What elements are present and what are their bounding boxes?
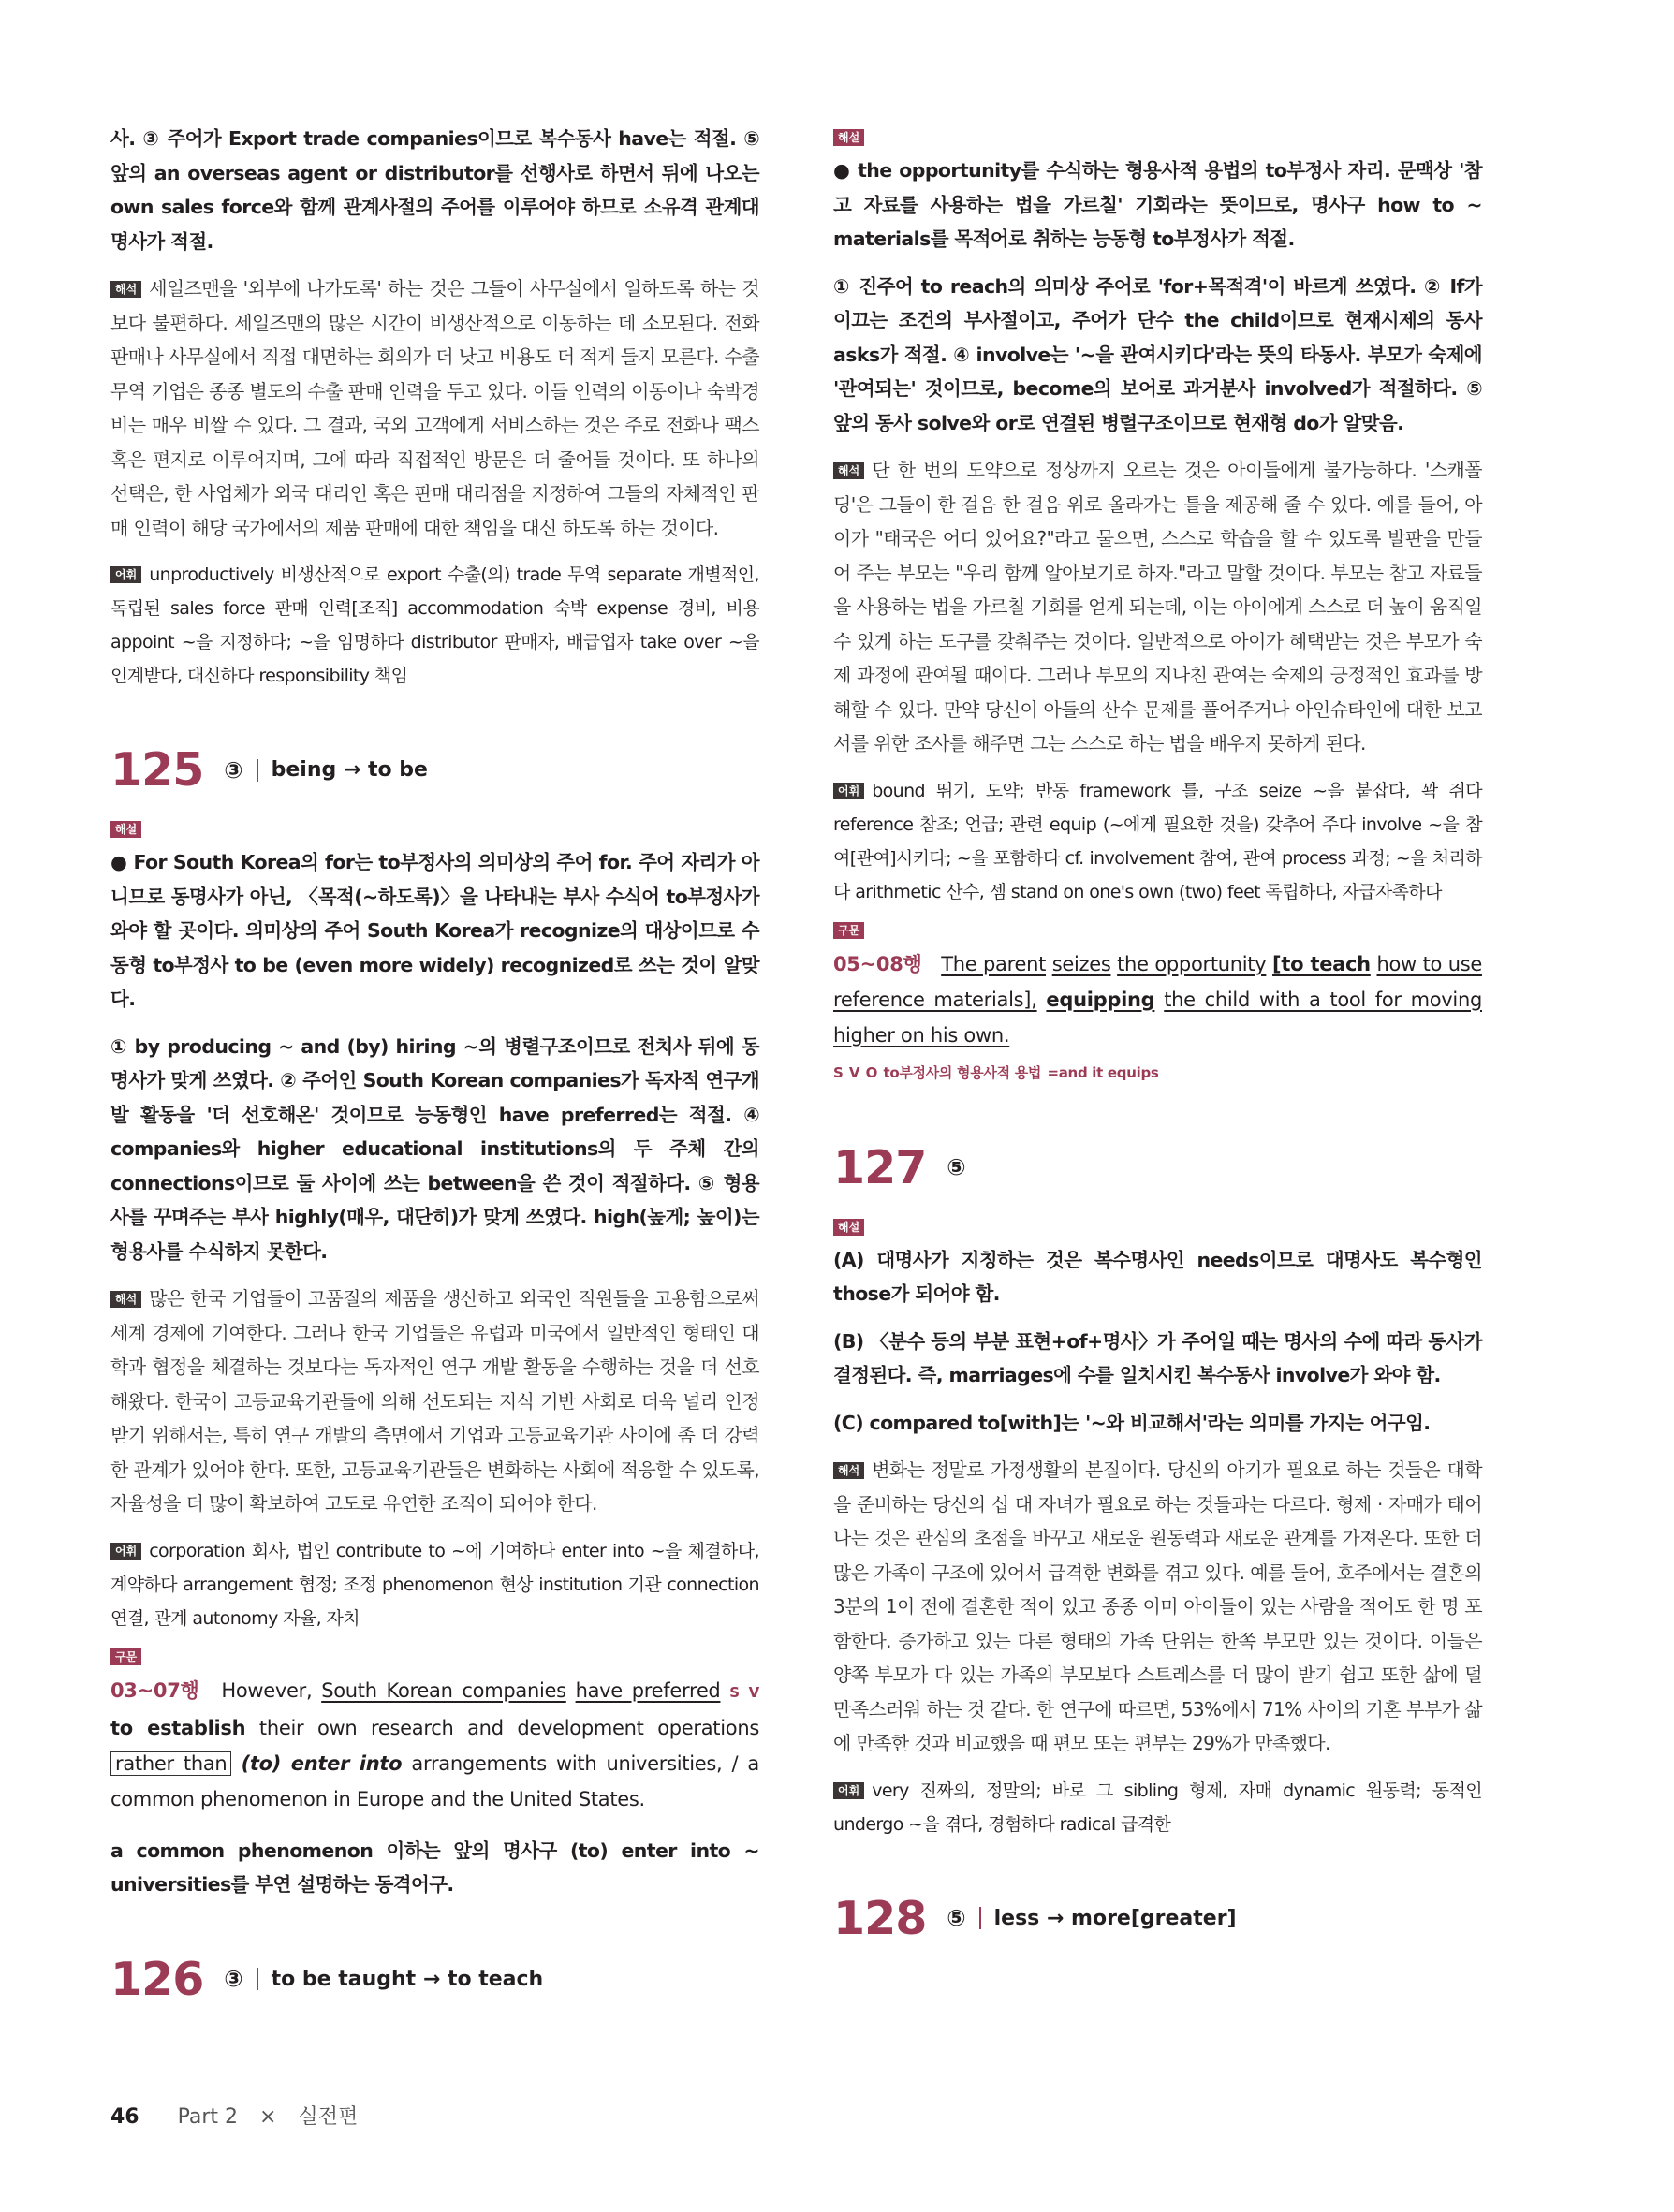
- vocabulary-tag: 어휘: [110, 1543, 141, 1560]
- q127-answer: ⑤: [947, 1154, 966, 1180]
- q126-explanation: ● the opportunity를 수식하는 형용사적 용법의 to부정사 자리. 문맥상 '참고 자료를 사용하는 법을 가르칠' 기회라는 뜻이므로, 명사구 how to ~ materials를 목적어로 취하는 능동형 to부정사가 적절.: [833, 159, 1482, 250]
- q127-explanation-b: (B) 〈분수 등의 부분 표현+of+명사〉가 주어일 때는 명사의 수에 따라 동사가 결정된다. 즉, marriages에 수를 일치시킨 복수동사 involve가 와야 함.: [833, 1329, 1482, 1386]
- q125-correction: being → to be: [271, 758, 428, 782]
- syntax-tag: 구문: [833, 922, 864, 939]
- q124-translation-text: 세일즈맨을 '외부에 나가도록' 하는 것은 그들이 사무실에서 일하도록 하는 것보다 불편하다. 세일즈맨의 많은 시간이 비생산적으로 이동하는 데 소모된다. 전화 판매나 사무실에서 직접 대면하는 회의가 더 낫고 비용도 더 적게 들지 모른다. 수출 무역 기업은 종종 별도의 수출 판매 인력을 두고 있다. 이들 인력의 이동이나 숙박경비는 매우 비쌀 수 있다. 그 결과, 국외 고객에게 서비스하는 것은 주로 전화나 팩스 혹은 편지로 이루어지며, 그에 따라 직접적인 방문은 더 줄어들 것이다. 또 하나의 선택은, 한 사업체가 외국 대리인 혹은 판매 대리점을 지정하여 그들의 자체적인 판매 인력이 해당 국가에서의 제품 판매에 대한 책임을 대신 하도록 하는 것이다.: [110, 277, 759, 539]
- object-mark: O: [865, 1063, 878, 1081]
- explanation-tag: 해설: [833, 1219, 864, 1236]
- verb-mark: V: [748, 1683, 759, 1701]
- explanation-tag: 해설: [110, 821, 141, 838]
- q126-separator: [257, 1968, 258, 1990]
- subject-mark: S: [729, 1683, 740, 1701]
- q126-explanation-options: ① 진주어 to reach의 의미상 주어로 'for+목적격'이 바르게 쓰였다. ② If가 이끄는 조건의 부사절이고, 주어가 단수 the child이므로 현재시제의 동사 asks가 적절. ④ involve는 '~을 관여시키다'라는 뜻의 타동사. 부모가 숙제에 '관여되는' 것이므로, become의 보어로 과거분사 involved가 적절하다. ⑤ 앞의 동사 solve와 or로 연결된 병렬구조이므로 현재형 do가 알맞음.: [833, 274, 1482, 434]
- q126-number: 126: [110, 1952, 204, 2006]
- infinitive-note: to부정사의 형용사적 용법: [883, 1063, 1042, 1081]
- translation-tag: 해석: [833, 462, 864, 479]
- footer-separator: ×: [259, 2105, 277, 2129]
- syntax-verb: seizes: [1051, 952, 1111, 975]
- q125-header: [110, 743, 759, 797]
- syntax-object: the opportunity: [1117, 952, 1267, 975]
- q124-translation: [110, 271, 759, 545]
- q127-header: [833, 1141, 1482, 1194]
- q126-syntax-line-ref: 05~08행: [833, 952, 922, 975]
- q125-answer: ③: [224, 756, 243, 784]
- vocabulary-tag: 어휘: [110, 566, 141, 583]
- q125-translation: [110, 1282, 759, 1521]
- translation-tag: 해석: [110, 1291, 141, 1308]
- q125-explanation-options: ① by producing ~ and (by) hiring ~의 병렬구조이므로 전치사 뒤에 동명사가 맞게 쓰였다. ② 주어인 South Korean companies가 독자적 연구개발 활동을 '더 선호해온' 것이므로 능동형인 have preferred는 적절. ④ companies와 higher educational institutions의 두 주체 간의 connections이므로 둘 사이에 쓰는 between을 쓴 것이 적절하다. ⑤ 형용사를 꾸며주는 부사 highly(매우, 대단히)가 맞게 쓰였다. high(높게; 높이)는 형용사를 수식하지 못한다.: [110, 1034, 759, 1263]
- subject-mark: S: [833, 1063, 844, 1081]
- q128-correction: less → more[greater]: [993, 1906, 1237, 1930]
- participle-note: =and it equips: [1047, 1063, 1159, 1081]
- q127-translation-text: 변화는 정말로 가정생활의 본질이다. 당신의 아기가 필요로 하는 것들은 대학을 준비하는 당신의 십 대 자녀가 필요로 하는 것들과는 다르다. 형제 · 자매가 태어나는 것은 관심의 초점을 바꾸고 새로운 원동력과 새로운 관계를 가져온다. 또한 더 많은 가족이 구조에 있어서 급격한 변화를 겪고 있다. 예를 들어, 호주에서는 결혼의 3분의 1이 전에 결혼한 적이 있고 종종 이미 아이들이 있는 사람을 적어도 한 명 포함한다. 증가하고 있는 다른 형태의 가족 단위는 한쪽 부모만 있는 것이다. 이들은 양쪽 부모가 다 있는 가족의 부모보다 스트레스를 더 많이 받기 쉽고 또한 삶에 덜 만족스러워 하는 것 같다. 한 연구에 따르면, 53%에서 71% 사이의 기혼 부부가 삶에 만족한 것과 비교했을 때 편모 또는 편부는 29%가 만족했다.: [833, 1458, 1482, 1754]
- q127-explanation-c: (C) compared to[with]는 '~와 비교해서'라는 의미를 가지는 어구임.: [833, 1411, 1431, 1434]
- q127-vocabulary-text: very 진짜의, 정말의; 바로 그 sibling 형제, 자매 dynamic 원동력; 동적인 undergo ~을 겪다, 경험하다 radical 급격한: [833, 1780, 1482, 1835]
- q128-answer: ⑤: [947, 1905, 966, 1931]
- section-label: 실전편: [298, 2105, 359, 2129]
- q128-header: [833, 1892, 1482, 1945]
- q125-explanation: ● For South Korea의 for는 to부정사의 의미상의 주어 for. 주어 자리가 아니므로 동명사가 아닌, 〈목적(~하도록)〉을 나타내는 부사 수식어 to부정사가 와야 할 곳이다. 의미상의 주어 South Korea가 recognize의 대상이므로 수동형 to부정사 to be (even more widely) recognized로 쓰는 것이 알맞다.: [110, 851, 759, 1010]
- q124-explanation-tail: 사. ③ 주어가 Export trade companies이므로 복수동사 have는 적절. ⑤ 앞의 an overseas agent or distributor를 선행사로 하면서 뒤에 나오는 own sales force와 함께 관계사절의 주어를 이루어야 하므로 소유격 관계대명사가 적절.: [110, 127, 759, 253]
- q125-separator: [257, 759, 258, 782]
- q125-vocabulary-text: corporation 회사, 법인 contribute to ~에 기여하다 enter into ~을 체결하다, 계약하다 arrangement 협정; 조정 phenomenon 현상 institution 기관 connection 연결, 관계 autonomy 자율, 자치: [110, 1540, 759, 1629]
- part-label: Part 2: [177, 2105, 239, 2129]
- q127-number: 127: [833, 1140, 927, 1194]
- verb-mark: V: [848, 1063, 860, 1081]
- q127-explanation-a: (A) 대명사가 지칭하는 것은 복수명사인 needs이므로 대명사도 복수형인 those가 되어야 함.: [833, 1248, 1482, 1305]
- q127-vocabulary: [833, 1774, 1482, 1841]
- q128-number: 128: [833, 1891, 927, 1945]
- q126-header: [110, 1953, 759, 2006]
- page-number: 46: [110, 2105, 140, 2129]
- q128-separator: [979, 1907, 981, 1929]
- q125-syntax-line-ref: 03~07행: [110, 1678, 199, 1702]
- q125-vocabulary: [110, 1534, 759, 1635]
- q125-translation-text: 많은 한국 기업들이 고품질의 제품을 생산하고 외국인 직원들을 고용함으로써 세계 경제에 기여한다. 그러나 한국 기업들은 유럽과 미국에서 일반적인 형태인 대학과 협정을 체결하는 것보다는 독자적인 연구 개발 활동을 수행하는 것을 더 선호해왔다. 한국이 고등교육기관들에 의해 선도되는 지식 기반 사회로 더욱 널리 인정받기 위해서는, 특히 연구 개발의 측면에서 기업과 고등교육기관 사이에 좀 더 강력한 관계가 있어야 한다. 또한, 고등교육기관들은 변화하는 사회에 적응할 수 있도록, 자율성을 더 많이 확보하여 고도로 유연한 조직이 되어야 한다.: [110, 1287, 759, 1515]
- q125-syntax-note: a common phenomenon 이하는 앞의 명사구 (to) enter into ~ universities를 부연 설명하는 동격어구.: [110, 1838, 759, 1896]
- translation-tag: 해석: [833, 1462, 864, 1479]
- q126-translation-text: 단 한 번의 도약으로 정상까지 오르는 것은 아이들에게 불가능하다. '스캐폴딩'은 그들이 한 걸음 한 걸음 위로 올라가는 틀을 제공해 줄 수 있다. 예를 들어, 아이가 "태국은 어디 있어요?"라고 물으면, 스스로 학습을 할 수 있도록 발판을 만들어 주는 부모는 "우리 함께 알아보기로 하자."라고 말할 것이다. 부모는 참고 자료들을 사용하는 법을 가르칠 기회를 얻게 되는데, 이는 아이에게 스스로 더 높이 움직일 수 있게 하는 도구를 갖춰주는 것이다. 일반적으로 아이가 혜택받는 것은 부모가 숙제 과정에 관여될 때이다. 그러나 부모의 지나친 관여는 숙제의 긍정적인 효과를 방해할 수 있다. 만약 당신이 아들의 산수 문제를 풀어주거나 아인슈타인에 대한 보고서를 위한 조사를 해주면 그는 스스로 하는 법을 배우지 못하게 된다.: [833, 459, 1482, 754]
- q127-translation: [833, 1453, 1482, 1761]
- page-footer: [110, 2101, 358, 2130]
- q124-vocabulary-text: unproductively 비생산적으로 export 수출(의) trade 무역 separate 개별적인, 독립된 sales force 판매 인력[조직] accommodation 숙박 expense 경비, 비용 appoint ~을 지정하다; ~을 임명하다 distributor 판매자, 배급업자 take over ~을 인계받다, 대신하다 responsibility 책임: [110, 564, 759, 686]
- explanation-tag: 해설: [833, 129, 864, 146]
- q126-translation: [833, 453, 1482, 761]
- vocabulary-tag: 어휘: [833, 783, 864, 799]
- q126-answer: ③: [224, 1966, 243, 1992]
- left-column: [110, 122, 759, 2030]
- q124-vocabulary: [110, 558, 759, 693]
- q126-vocabulary: [833, 774, 1482, 909]
- translation-tag: 해석: [110, 281, 141, 298]
- syntax-subject: South Korean companies: [321, 1678, 566, 1702]
- q125-syntax-analysis: 03~07행 However, South Korean companies have preferred S V to establish their own research and development operations rather than (to) enter into arrangements with universities, / a common phenomenon in Europe and the United States.: [110, 1678, 759, 1810]
- q125-number: 125: [110, 743, 204, 797]
- q126-syntax-analysis: 05~08행 The parent seizes the opportunity [to teach how to use reference materials], equipping the child with a tool for moving higher on his own. S V O to부정사의 형용사적 용법 =and it equips: [833, 952, 1483, 1081]
- syntax-tag: 구문: [110, 1648, 141, 1665]
- syntax-boxed-phrase: rather than: [110, 1751, 231, 1776]
- syntax-verb: have preferred: [575, 1678, 721, 1702]
- q126-vocabulary-text: bound 뛰기, 도약; 반동 framework 틀, 구조 seize ~을 붙잡다, 꽉 쥐다 reference 참조; 언급; 관련 equip (~에게 필요한 것을) 갖추어 주다 involve ~을 참여[관여]시키다; ~을 포함하다 cf. involvement 참여, 관여 process 과정; ~을 처리하다 arithmetic 산수, 셈 stand on one's own (two) feet 독립하다, 자급자족하다: [833, 780, 1482, 902]
- q126-correction: to be taught → to teach: [271, 1967, 544, 1991]
- right-column: [833, 122, 1482, 1970]
- vocabulary-tag: 어휘: [833, 1782, 864, 1799]
- syntax-subject: The parent: [941, 952, 1047, 975]
